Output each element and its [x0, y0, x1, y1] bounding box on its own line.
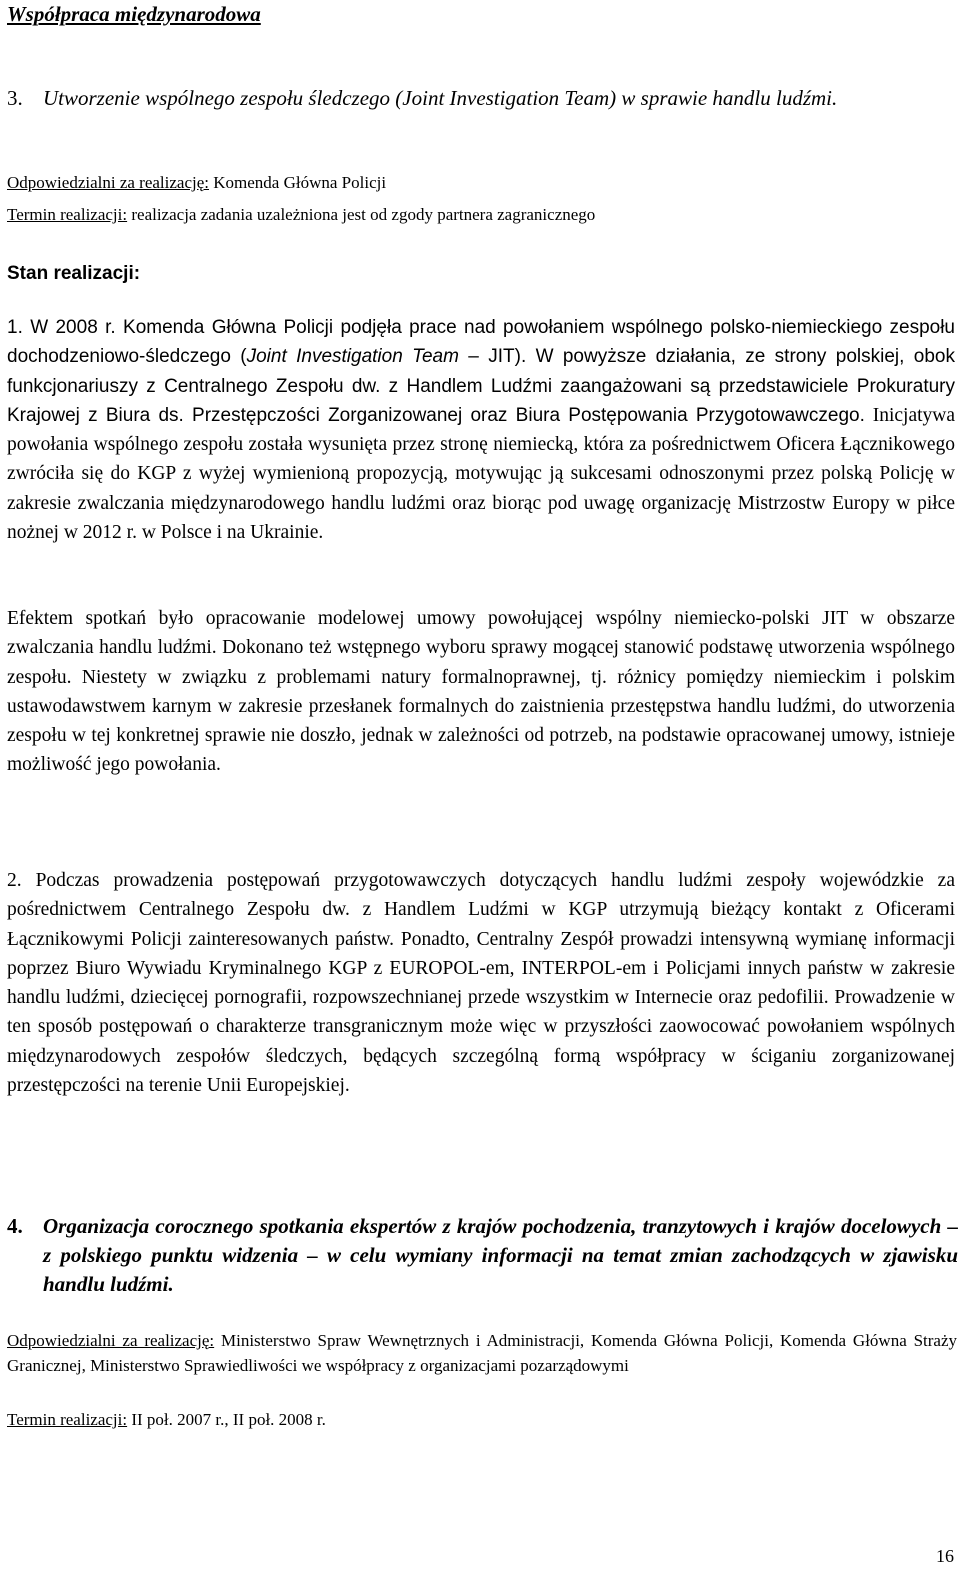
- item-4-deadline: [7, 1409, 957, 1431]
- status-heading: Stan realizacji:: [7, 263, 141, 284]
- item-4-title-text: Organizacja corocznego spotkania ekspertów z krajów pochodzenia, tranzytowych i krajów docelowych – z polskiego punktu widzenia – w celu wymiany informacji na temat zmian zachodzących w zjawisku handlu ludźmi.: [43, 1214, 958, 1296]
- item-3-deadline: [7, 204, 957, 226]
- responsible-value: Ministerstwo Spraw Wewnętrznych i Administracji, Komenda Główna Policji, Komenda Główna Straży Granicznej, Ministerstwo Sprawiedliwości we współpracy z organizacjami pozarządowymi: [7, 1331, 958, 1375]
- item-3-responsible: [7, 172, 957, 194]
- item-4-number: 4.: [7, 1214, 23, 1238]
- item-3-title: [7, 84, 957, 113]
- item-4-responsible: [7, 1329, 957, 1378]
- paragraph-1-italic: Joint Investigation Team: [246, 346, 459, 368]
- item-3-paragraph-2: Efektem spotkań było opracowanie modelowej umowy powołującej wspólny niemiecko-polski JIT w obszarze zwalczania handlu ludźmi. Dokonano też wstępnego wyboru sprawy mogącej stanowić podstawę utworzenia wspólnego zespołu. Niestety w związku z problemami natury formalnoprawnej, tj. różnicy pomiędzy niemieckim i polskim ustawodawstwem karnym w zakresie przesłanek formalnych do zaistnienia przestępstwa handlu ludźmi, do utworzenia zespołu w tej konkretnej sprawie nie doszło, jednak w zależności od potrzeb, na podstawie opracowanej umowy, istnieje możliwość jego powołania.: [7, 608, 955, 776]
- responsible-label: Odpowiedzialni za realizację:: [7, 1331, 215, 1350]
- deadline-value: realizacja zadania uzależniona jest od zgody partnera zagranicznego: [131, 205, 596, 224]
- responsible-label: Odpowiedzialni za realizację:: [7, 173, 209, 192]
- section-header: Współpraca międzynarodowa: [7, 2, 261, 26]
- item-3-paragraph-3: 2. Podczas prowadzenia postępowań przygotowawczych dotyczących handlu ludźmi zespoły wojewódzkie za pośrednictwem Centralnego Zespołu dw. z Handlem Ludźmi w KGP utrzymują bieżący kontakt z Oficerami Łącznikowymi Policji zainteresowanych państw. Ponadto, Centralny Zespół prowadzi intensywną wymianę informacji poprzez Biuro Wywiadu Kryminalnego KGP z EUROPOL-em, INTERPOL-em i Policjami innych państw w zakresie handlu ludźmi, dziecięcej pornografii, rozpowszechnianej przede wszystkim w Internecie oraz pedofilii. Prowadzenie w ten sposób postępowań o charakterze transgranicznym może więc w przyszłości zaowocować powołaniem wspólnych międzynarodowych zespołów śledczych, będących szczególną formą współpracy w ściganiu zorganizowanej przestępczości na terenie Unii Europejskiej.: [7, 870, 955, 1097]
- paragraph-1-sans: 1. W 2008 r. Komenda Główna Policji podjęła prace nad powołaniem wspólnego polsko-niemieckiego zespołu dochodzeniowo-śledczego (: [7, 317, 955, 368]
- paragraph-1-sans-end: – JIT). W powyższe działania, ze strony polskiej, obok funkcjonariuszy z Centralnego Zespołu dw. z Handlem Ludźmi zaangażowani są przedstawiciele Prokuratury Krajowej z Biura ds. Przestępczości Zorganizowanej oraz Biura Postępowania Przygotowawczego.: [7, 346, 955, 426]
- deadline-label: Termin realizacji:: [7, 1410, 128, 1429]
- responsible-value: Komenda Główna Policji: [213, 173, 387, 192]
- page-number: 16: [936, 1546, 954, 1566]
- deadline-value: II poł. 2007 r., II poł. 2008 r.: [131, 1410, 326, 1429]
- deadline-label: Termin realizacji:: [7, 205, 128, 224]
- paragraph-1-serif: Inicjatywa powołania wspólnego zespołu została wysunięta przez stronę niemiecką, która za pośrednictwem Oficera Łącznikowego zwróciła się do KGP z wyżej wymienioną propozycją, motywując ją sukcesami odnoszonymi przez polską Policję w zakresie zwalczania międzynarodowego handlu ludźmi oraz biorąc pod uwagę organizację Mistrzostw Europy w piłce nożnej w 2012 r. w Polsce i na Ukrainie.: [7, 404, 955, 544]
- item-3-paragraph-1: [7, 313, 955, 547]
- item-3-number: 3.: [7, 86, 23, 110]
- item-3-title-text: Utworzenie wspólnego zespołu śledczego (Joint Investigation Team) w sprawie handlu ludźmi.: [43, 86, 838, 110]
